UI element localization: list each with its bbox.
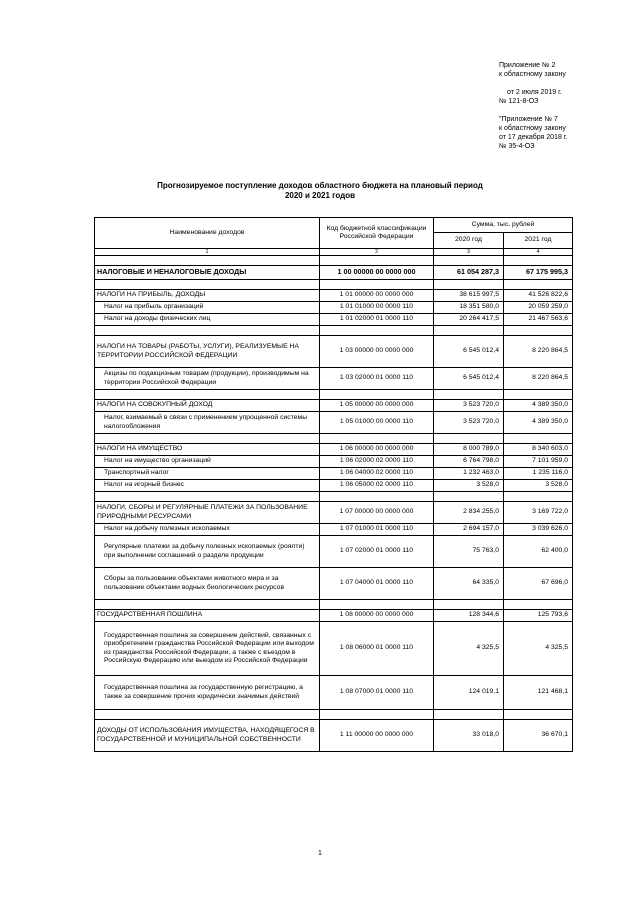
row-2020: 2 694 157,0 <box>434 524 504 536</box>
row-2020: 2 834 255,0 <box>434 502 504 524</box>
header-2021: 2021 год <box>504 233 573 249</box>
row-2020: 6 764 798,0 <box>434 456 504 468</box>
revenue-table <box>94 217 573 752</box>
row-2020: 38 615 997,5 <box>434 290 504 302</box>
row-code: 1 03 02000 01 0000 110 <box>320 368 434 390</box>
table-row <box>95 720 573 752</box>
table-row <box>95 412 573 434</box>
row-name: НАЛОГИ НА ИМУЩЕСТВО <box>95 444 320 456</box>
row-2020: 75 763,0 <box>434 536 504 568</box>
row-code: 1 07 02000 01 0000 110 <box>320 536 434 568</box>
table-row <box>95 610 573 622</box>
row-2021: 67 175 995,3 <box>504 266 573 280</box>
row-name: НАЛОГИ НА ТОВАРЫ (РАБОТЫ, УСЛУГИ), РЕАЛИЗУЕМЫЕ НА ТЕРРИТОРИИ РОССИЙСКОЙ ФЕДЕРАЦИИ <box>95 336 320 368</box>
row-code: 1 01 02000 01 0000 110 <box>320 314 434 326</box>
table-row <box>95 480 573 492</box>
row-2021: 62 400,0 <box>504 536 573 568</box>
row-2020: 33 018,0 <box>434 720 504 752</box>
row-2021: 3 528,0 <box>504 480 573 492</box>
column-number: 1 <box>95 249 320 256</box>
title-line: Прогнозируемое поступление доходов областного бюджета на плановый период <box>157 181 483 190</box>
row-code: 1 05 01000 00 0000 110 <box>320 412 434 434</box>
row-name: ДОХОДЫ ОТ ИСПОЛЬЗОВАНИЯ ИМУЩЕСТВА, НАХОДЯЩЕГОСЯ В ГОСУДАРСТВЕННОЙ И МУНИЦИПАЛЬНОЙ СОБСТВЕННОСТИ <box>95 720 320 752</box>
row-code: 1 08 07000 01 0000 110 <box>320 676 434 710</box>
row-name: Государственная пошлина за государственную регистрацию, а также за совершение прочих юридически значимых действий <box>95 676 320 710</box>
table-row <box>95 314 573 326</box>
header-code: Код бюджетной классификации Российской Федерации <box>320 218 434 249</box>
row-2020: 3 528,0 <box>434 480 504 492</box>
table-row <box>95 502 573 524</box>
row-2020: 64 335,0 <box>434 568 504 600</box>
row-name: Налог, взимаемый в связи с применением упрощенной системы налогообложения <box>95 412 320 434</box>
row-name: НАЛОГИ НА ПРИБЫЛЬ, ДОХОДЫ <box>95 290 320 302</box>
row-code: 1 07 01000 01 0000 110 <box>320 524 434 536</box>
row-2021: 67 696,0 <box>504 568 573 600</box>
row-2021: 8 340 603,0 <box>504 444 573 456</box>
row-2021: 36 670,1 <box>504 720 573 752</box>
row-code: 1 01 00000 00 0000 000 <box>320 290 434 302</box>
page-number: 1 <box>318 850 322 857</box>
row-name: Сборы за пользование объектами животного мира и за пользование объектами водных биологических ресурсов <box>95 568 320 600</box>
column-number: 2 <box>320 249 434 256</box>
table-row <box>95 290 573 302</box>
table-row <box>95 400 573 412</box>
row-2021: 8 220 864,5 <box>504 336 573 368</box>
table-row <box>95 568 573 600</box>
row-name: Транспортный налог <box>95 468 320 480</box>
table-row <box>95 266 573 280</box>
table-row <box>95 536 573 568</box>
row-code: 1 11 00000 00 0000 000 <box>320 720 434 752</box>
table-row <box>95 622 573 676</box>
row-2020: 128 344,6 <box>434 610 504 622</box>
row-code: 1 05 00000 00 0000 000 <box>320 400 434 412</box>
row-name: Налог на доходы физических лиц <box>95 314 320 326</box>
appendix-line: № 121-8-ОЗ <box>499 98 539 105</box>
table-row <box>95 524 573 536</box>
appendix-line: "Приложение № 7 <box>499 116 558 123</box>
row-2021: 3 169 722,0 <box>504 502 573 524</box>
row-2020: 18 351 580,0 <box>434 302 504 314</box>
row-code: 1 06 00000 00 0000 000 <box>320 444 434 456</box>
title-line: 2020 и 2021 годов <box>284 191 356 200</box>
appendix-line: от 2 июля 2019 г. <box>507 89 562 96</box>
row-name: Регулярные платежи за добычу полезных ископаемых (роялти) при выполнении соглашений о разделе продукции <box>95 536 320 568</box>
row-2021: 125 793,6 <box>504 610 573 622</box>
row-name: Налог на прибыль организаций <box>95 302 320 314</box>
row-name: Налог на игорный бизнес <box>95 480 320 492</box>
row-2020: 6 545 012,4 <box>434 336 504 368</box>
row-name: НАЛОГИ НА СОВОКУПНЫЙ ДОХОД <box>95 400 320 412</box>
row-2021: 4 389 350,0 <box>504 412 573 434</box>
table-row <box>95 302 573 314</box>
appendix-note <box>499 61 619 151</box>
row-code: 1 07 00000 00 0000 000 <box>320 502 434 524</box>
row-code: 1 06 02000 02 0000 110 <box>320 456 434 468</box>
row-name: Государственная пошлина за совершение действий, связанных с приобретением гражданства Российской Федерации или выходом из гражданства Российской Федерации, а также с въездом в Российскую Федерацию или выездом из Российской Федерации <box>95 622 320 676</box>
row-2020: 61 054 287,3 <box>434 266 504 280</box>
row-2021: 1 235 116,0 <box>504 468 573 480</box>
appendix-line: № 35-4-ОЗ <box>499 143 535 150</box>
table-row <box>95 336 573 368</box>
row-2020: 8 000 789,0 <box>434 444 504 456</box>
row-2020: 1 232 463,0 <box>434 468 504 480</box>
row-code: 1 01 01000 00 0000 110 <box>320 302 434 314</box>
row-name: ГОСУДАРСТВЕННАЯ ПОШЛИНА <box>95 610 320 622</box>
row-code: 1 08 00000 00 0000 000 <box>320 610 434 622</box>
row-2020: 20 264 417,5 <box>434 314 504 326</box>
table-row <box>95 676 573 710</box>
row-2021: 4 389 350,0 <box>504 400 573 412</box>
appendix-line: Приложение № 2 <box>499 62 556 69</box>
table-row <box>95 444 573 456</box>
row-2020: 4 325,5 <box>434 622 504 676</box>
row-2020: 3 523 720,0 <box>434 412 504 434</box>
column-number: 4 <box>504 249 573 256</box>
row-2021: 8 220 864,5 <box>504 368 573 390</box>
row-2021: 4 325,5 <box>504 622 573 676</box>
table-row <box>95 468 573 480</box>
document-title <box>120 181 520 201</box>
row-code: 1 03 00000 00 0000 000 <box>320 336 434 368</box>
row-name: НАЛОГИ, СБОРЫ И РЕГУЛЯРНЫЕ ПЛАТЕЖИ ЗА ПОЛЬЗОВАНИЕ ПРИРОДНЫМИ РЕСУРСАМИ <box>95 502 320 524</box>
row-2021: 7 101 959,0 <box>504 456 573 468</box>
row-name: НАЛОГОВЫЕ И НЕНАЛОГОВЫЕ ДОХОДЫ <box>95 266 320 280</box>
row-2020: 3 523 720,0 <box>434 400 504 412</box>
table-row <box>95 368 573 390</box>
row-2021: 121 468,1 <box>504 676 573 710</box>
row-2020: 6 545 012,4 <box>434 368 504 390</box>
column-number: 3 <box>434 249 504 256</box>
appendix-line: к областному закону <box>499 125 566 132</box>
row-code: 1 06 05000 02 0000 110 <box>320 480 434 492</box>
row-2021: 3 039 626,0 <box>504 524 573 536</box>
row-code: 1 08 06000 01 0000 110 <box>320 622 434 676</box>
row-code: 1 06 04000 02 0000 110 <box>320 468 434 480</box>
appendix-line: от 17 декабря 2018 г. <box>499 134 568 141</box>
row-2021: 20 059 259,0 <box>504 302 573 314</box>
row-2020: 124 019,1 <box>434 676 504 710</box>
appendix-line: к областному закону <box>499 71 566 78</box>
row-code: 1 07 04000 01 0000 110 <box>320 568 434 600</box>
row-name: Акцизы по подакцизным товарам (продукции), производимым на территории Российской Федерации <box>95 368 320 390</box>
table-row <box>95 456 573 468</box>
row-name: Налог на имущество организаций <box>95 456 320 468</box>
header-2020: 2020 год <box>434 233 504 249</box>
header-name: Наименование доходов <box>95 218 320 249</box>
header-sum: Сумма, тыс. рублей <box>434 218 573 233</box>
row-code: 1 00 00000 00 0000 000 <box>320 266 434 280</box>
row-2021: 41 526 822,6 <box>504 290 573 302</box>
row-2021: 21 467 563,6 <box>504 314 573 326</box>
row-name: Налог на добычу полезных ископаемых <box>95 524 320 536</box>
